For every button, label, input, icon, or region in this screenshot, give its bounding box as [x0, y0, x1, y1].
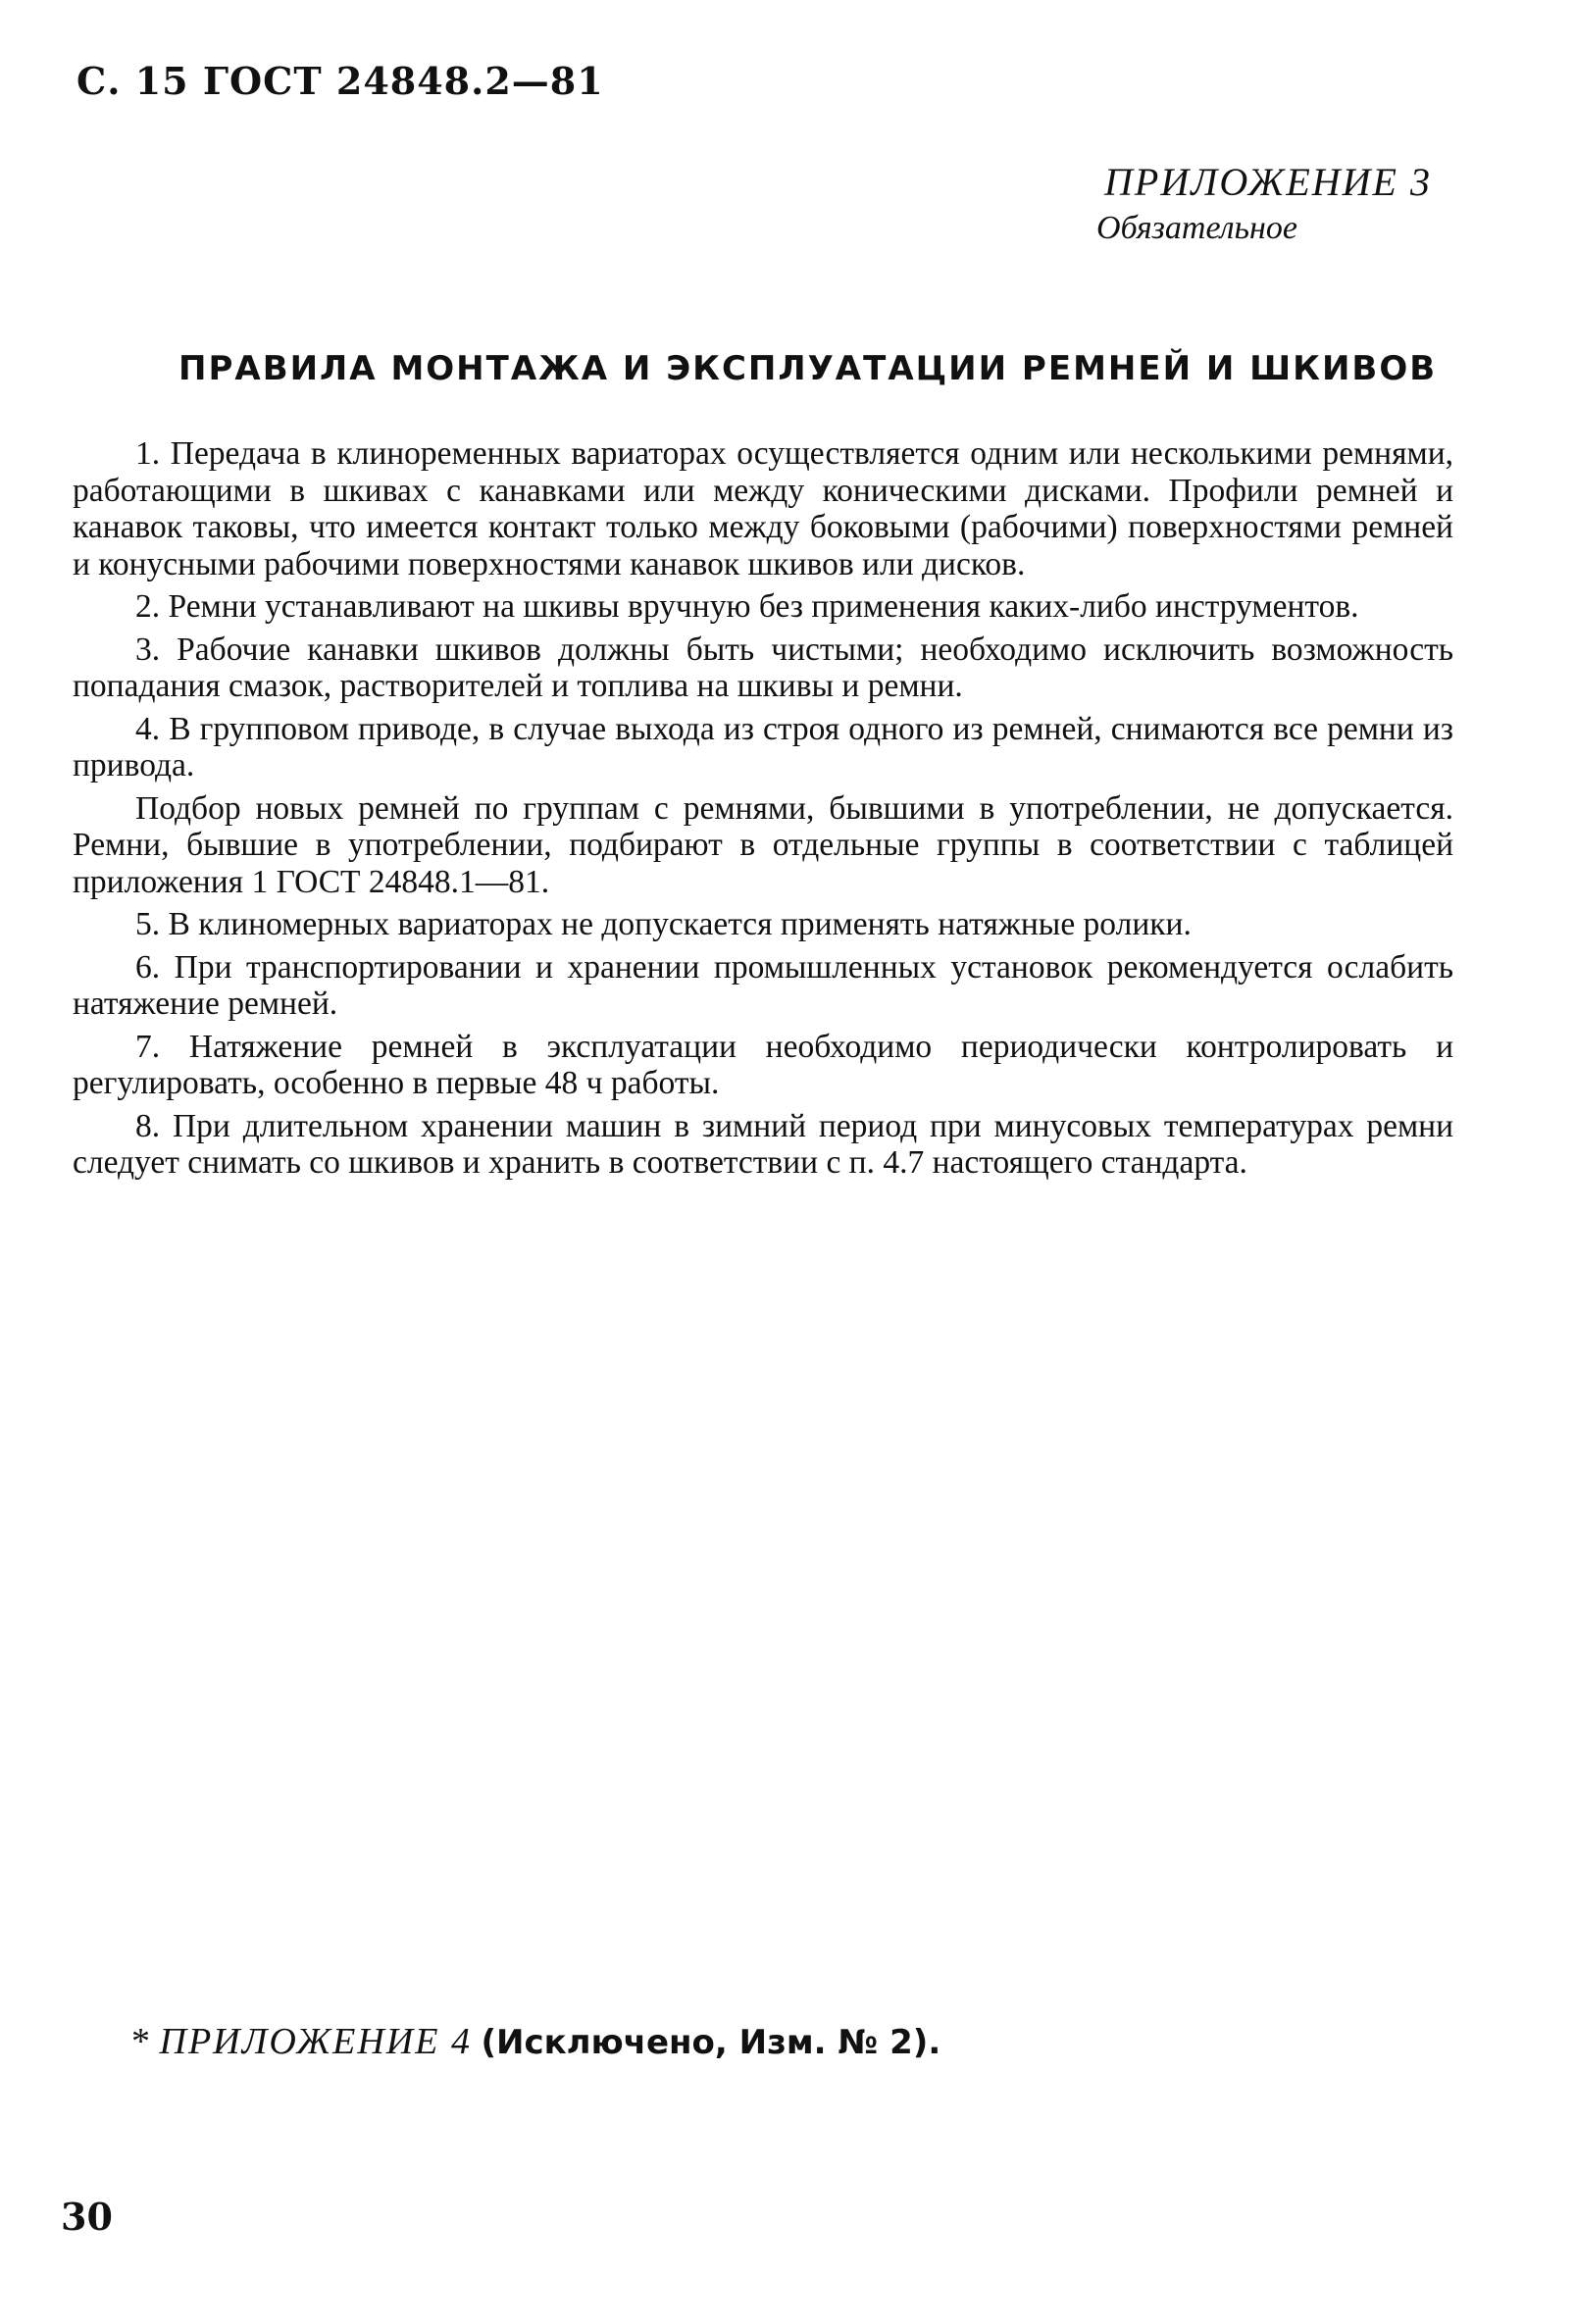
paragraph-6: 6. При транспортировании и хранении промышленных установок рекомендуется ослабить натяжение ремней.	[73, 948, 1453, 1022]
paragraph-3: 3. Рабочие канавки шкивов должны быть чистыми; необходимо исключить возможность попадания смазок, растворителей и топлива на шкивы и ремни.	[73, 631, 1453, 704]
document-body	[73, 435, 1453, 1187]
paragraph-8: 8. При длительном хранении машин в зимний период при минусовых температурах ремни следует снимать со шкивов и хранить в соответствии с п. 4.7 настоящего стандарта.	[73, 1107, 1453, 1181]
paragraph-7: 7. Натяжение ремней в эксплуатации необходимо периодически контролировать и регулировать, особенно в первые 48 ч работы.	[73, 1028, 1453, 1101]
footnote-label: ПРИЛОЖЕНИЕ 4	[159, 2021, 472, 2062]
page-number: 30	[61, 2195, 113, 2239]
footnote-star: *	[131, 2021, 150, 2062]
paragraph-4: 4. В групповом приводе, в случае выхода из строя одного из ремней, снимаются все ремни из привода.	[73, 710, 1453, 783]
paragraph-1: 1. Передача в клиноременных вариаторах осуществляется одним или несколькими ремнями, работающими в шкивах с канавками или между коническими дисками. Профили ремней и канавок таковы, что имеется контакт только между боковыми (рабочими) поверхностями ремней и конусными рабочими поверхностями канавок шкивов или дисков.	[73, 435, 1453, 582]
appendix-title: ПРИЛОЖЕНИЕ 3	[1104, 160, 1432, 204]
page-header: С. 15 ГОСТ 24848.2—81	[76, 59, 604, 103]
appendix-block	[1096, 159, 1432, 251]
section-title: ПРАВИЛА МОНТАЖА И ЭКСПЛУАТАЦИИ РЕМНЕЙ И ШКИВОВ	[178, 349, 1438, 388]
footnote-text: (Исключено, Изм. № 2).	[481, 2023, 941, 2062]
footnote	[131, 2020, 940, 2063]
paragraph-4-continued: Подбор новых ремней по группам с ремнями, бывшими в употреблении, не допускается. Ремни, бывшие в употреблении, подбирают в отдельные группы в соответствии с таблицей приложения 1 ГОСТ 24848.1—81.	[73, 789, 1453, 900]
paragraph-2: 2. Ремни устанавливают на шкивы вручную без применения каких-либо инструментов.	[135, 588, 1359, 625]
appendix-subtitle: Обязательное	[1096, 210, 1297, 246]
paragraph-5: 5. В клиномерных вариаторах не допускается применять натяжные ролики.	[135, 906, 1192, 942]
